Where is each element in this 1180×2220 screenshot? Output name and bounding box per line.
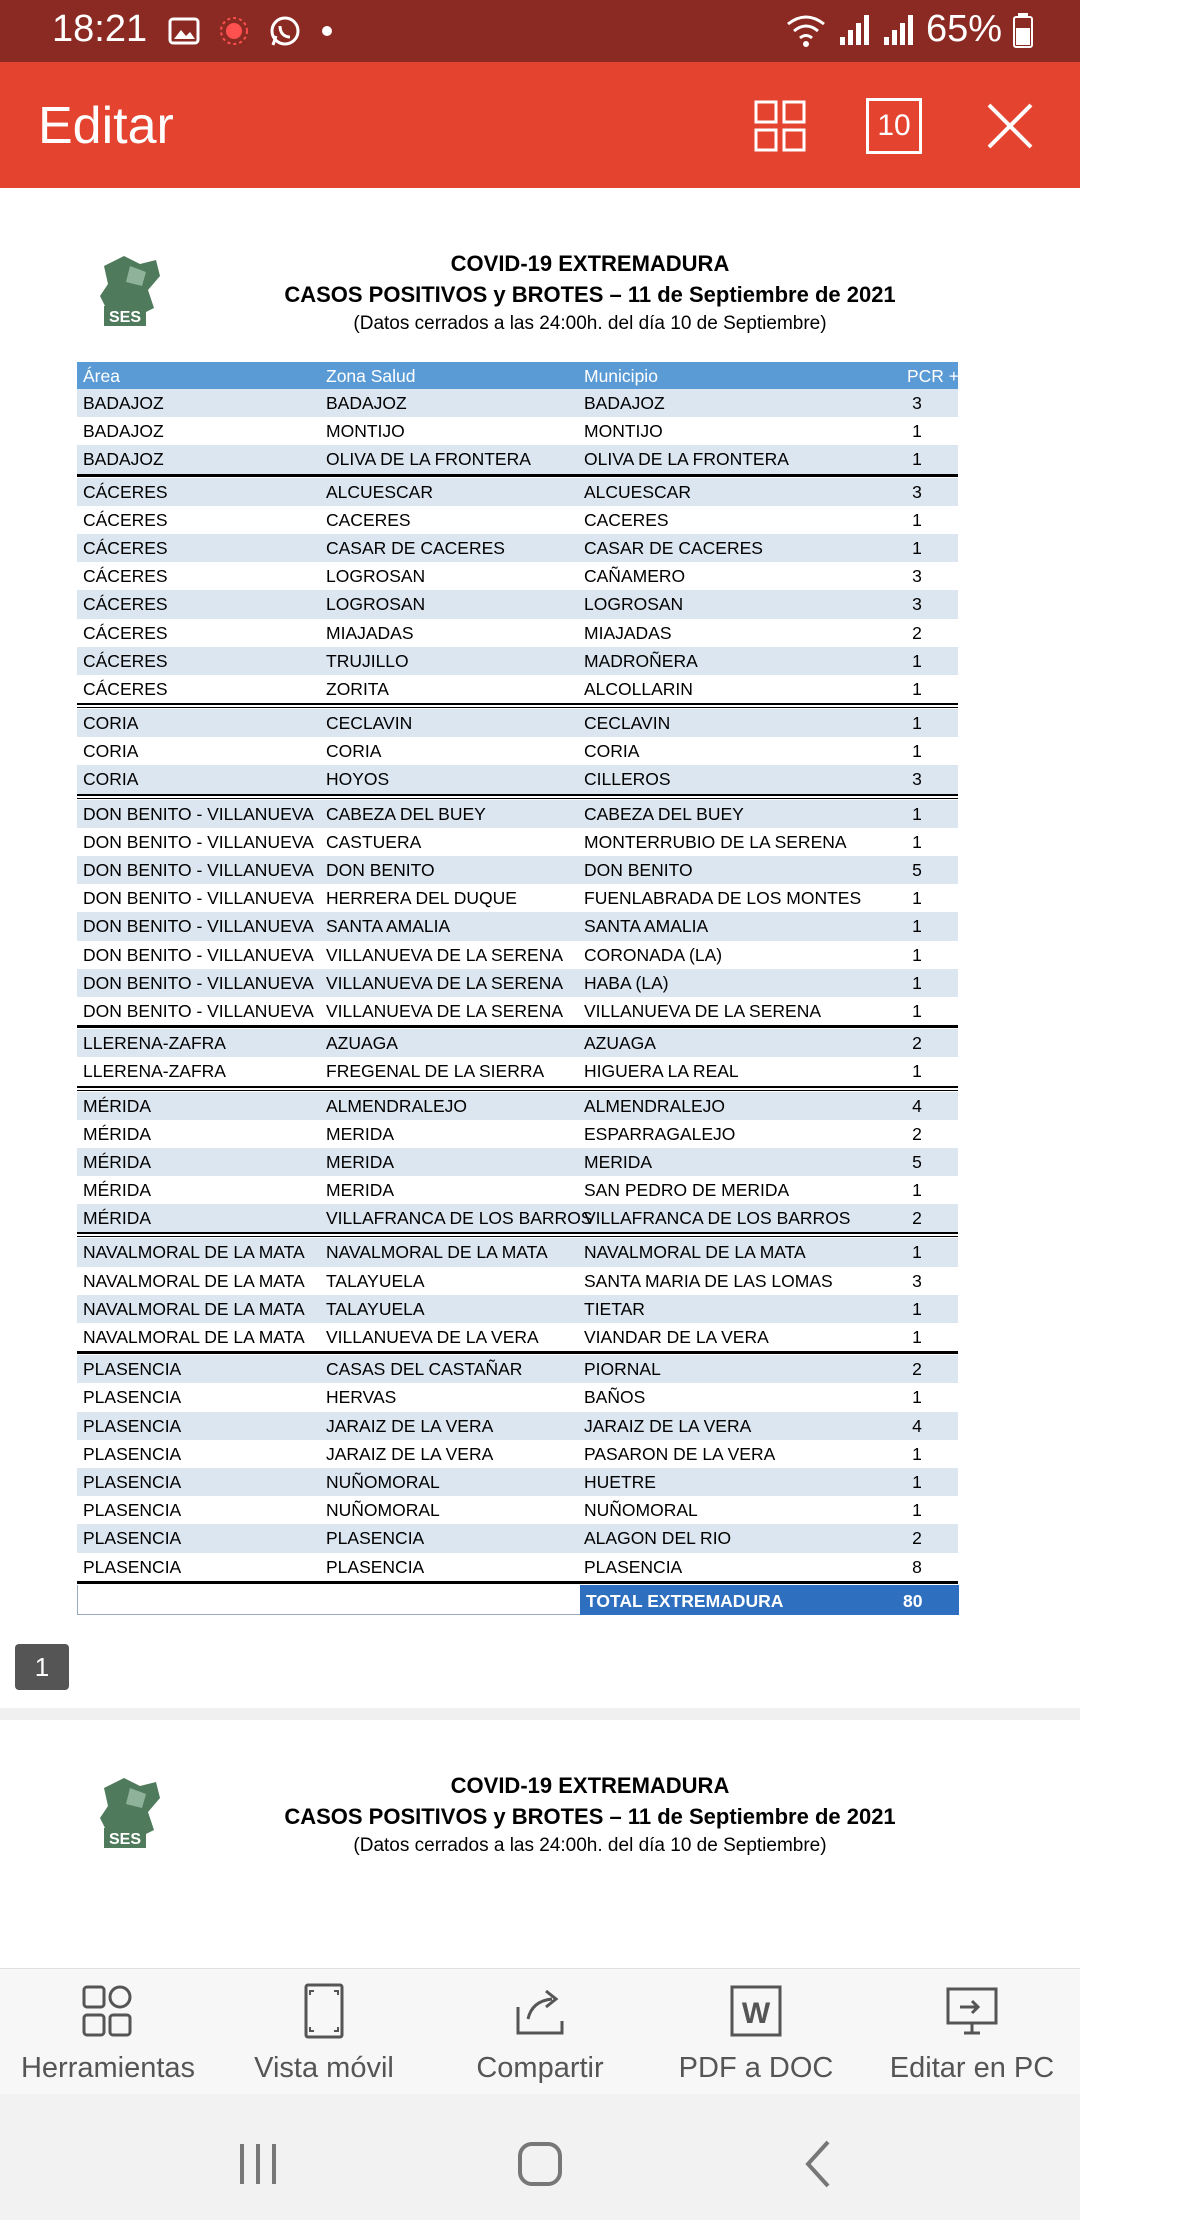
table-cell: 1 [912, 1443, 922, 1464]
table-cell: SANTA MARIA DE LAS LOMAS [584, 1270, 833, 1291]
table-row [77, 562, 958, 590]
table-cell: MONTIJO [584, 421, 663, 442]
table-row [77, 1440, 958, 1468]
table-cell: TRUJILLO [326, 650, 409, 671]
page-number-badge: 1 [15, 1644, 69, 1690]
table-cell: CECLAVIN [326, 713, 413, 734]
table-cell: ESPARRAGALEJO [584, 1123, 736, 1144]
table-cell: HERRERA DEL DUQUE [326, 888, 517, 909]
table-row [77, 1029, 958, 1057]
table-row [77, 1176, 958, 1204]
table-cell: PLASENCIA [83, 1387, 182, 1408]
tools-button[interactable] [0, 1983, 216, 2093]
table-cell: 1 [912, 678, 922, 699]
table-cell: FREGENAL DE LA SIERRA [326, 1061, 545, 1082]
table-cell: 1 [912, 1471, 922, 1492]
table-cell: CORONADA (LA) [584, 944, 723, 965]
table-cell: NAVALMORAL DE LA MATA [83, 1270, 305, 1291]
table-cell: AZUAGA [584, 1033, 656, 1054]
table-cell: BAÑOS [584, 1387, 646, 1408]
table-cell: PLASENCIA [584, 1556, 683, 1577]
table-row [77, 647, 958, 675]
table-cell: CABEZA DEL BUEY [584, 803, 744, 824]
monitor-icon [944, 1983, 1000, 2039]
table-cell: CÁCERES [83, 594, 168, 615]
table-row [77, 1383, 958, 1411]
cases-table [77, 362, 958, 1615]
table-cell: 1 [912, 1298, 922, 1319]
table-cell: DON BENITO - VILLANUEVA [83, 888, 314, 909]
header-note: (Datos cerrados a las 24:00h. del día 10 de Septiembre) [353, 1835, 827, 1856]
table-cell: DON BENITO - VILLANUEVA [83, 831, 314, 852]
table-cell: LLERENA-ZAFRA [83, 1033, 226, 1054]
battery-percent: 65% [925, 8, 1002, 50]
table-cell: 2 [912, 622, 922, 643]
table-cell: ALCUESCAR [584, 481, 691, 502]
table-cell: ALMENDRALEJO [584, 1095, 726, 1116]
table-cell: TALAYUELA [326, 1270, 425, 1291]
table-cell: MÉRIDA [83, 1151, 152, 1172]
total-value: 80 [903, 1590, 923, 1611]
table-row [77, 1295, 958, 1323]
table-cell: 1 [912, 1500, 922, 1521]
table-header-row [77, 362, 958, 389]
table-row [77, 534, 958, 562]
table-cell: MÉRIDA [83, 1180, 152, 1201]
table-cell: CACERES [584, 509, 669, 530]
table-cell: NAVALMORAL DE LA MATA [83, 1298, 305, 1319]
table-cell: TIETAR [584, 1298, 645, 1319]
table-row [77, 1524, 958, 1552]
recording-icon [218, 15, 250, 47]
table-cell: CASAR DE CACERES [584, 537, 763, 558]
table-cell: PLASENCIA [83, 1415, 182, 1436]
table-cell: NUÑOMORAL [326, 1471, 440, 1492]
table-cell: ALMENDRALEJO [326, 1095, 468, 1116]
table-cell: 1 [912, 1242, 922, 1263]
table-cell: 1 [912, 509, 922, 530]
table-cell: PLASENCIA [326, 1556, 425, 1577]
table-cell: 1 [912, 1387, 922, 1408]
table-cell: CECLAVIN [584, 713, 671, 734]
table-row [77, 969, 958, 997]
table-cell: CÁCERES [83, 481, 168, 502]
table-row [77, 997, 958, 1025]
table-cell: CILLEROS [584, 769, 671, 790]
table-cell: PASARON DE LA VERA [584, 1443, 776, 1464]
close-icon [985, 101, 1035, 151]
table-row [77, 709, 958, 737]
mobile-view-icon [296, 1983, 352, 2039]
table-cell: 8 [912, 1556, 922, 1577]
tool-label: PDF a DOC [678, 2052, 834, 2084]
table-cell: MÉRIDA [83, 1208, 152, 1229]
table-cell: LLERENA-ZAFRA [83, 1061, 226, 1082]
total-label: TOTAL EXTREMADURA [586, 1590, 784, 1611]
table-cell: SANTA AMALIA [326, 916, 451, 937]
table-cell: 1 [912, 1327, 922, 1347]
table-cell: PLASENCIA [326, 1528, 425, 1549]
table-cell: MIAJADAS [326, 622, 414, 643]
app-bar [0, 62, 1080, 188]
table-cell: CAÑAMERO [584, 566, 686, 587]
table-cell: OLIVA DE LA FRONTERA [584, 449, 789, 470]
table-cell: 2 [912, 1359, 922, 1380]
table-row [77, 912, 958, 940]
home-icon[interactable] [510, 2134, 570, 2194]
tool-label: Vista móvil [254, 2052, 394, 2084]
table-cell: MERIDA [326, 1151, 395, 1172]
table-cell: 1 [912, 888, 922, 909]
table-cell: CORIA [83, 769, 139, 790]
page-count: 10 [877, 109, 911, 142]
tool-label: Compartir [476, 2052, 604, 2084]
table-cell: OLIVA DE LA FRONTERA [326, 449, 531, 470]
table-cell: VILLANUEVA DE LA SERENA [326, 1000, 564, 1021]
table-cell: CASTUERA [326, 831, 422, 852]
wifi-icon [784, 12, 828, 48]
table-cell: 5 [912, 1151, 922, 1172]
table-cell: 1 [912, 803, 922, 824]
header-note: (Datos cerrados a las 24:00h. del día 10 de Septiembre) [353, 313, 827, 334]
table-cell: MERIDA [584, 1151, 653, 1172]
table-cell: TALAYUELA [326, 1298, 425, 1319]
table-cell: VIANDAR DE LA VERA [584, 1327, 769, 1347]
share-button[interactable] [432, 1983, 648, 2093]
table-cell: VILLANUEVA DE LA VERA [326, 1327, 539, 1347]
header-subtitle: CASOS POSITIVOS y BROTES – 11 de Septiembre de 2021 [284, 282, 896, 307]
table-cell: 1 [912, 421, 922, 442]
table-cell: 1 [912, 650, 922, 671]
table-cell: CÁCERES [83, 566, 168, 587]
table-row [77, 856, 958, 884]
mobile-view-button[interactable] [216, 1983, 432, 2093]
table-cell: MONTERRUBIO DE LA SERENA [584, 831, 847, 852]
table-cell: BADAJOZ [83, 421, 164, 442]
table-row [77, 417, 958, 445]
table-cell: CORIA [83, 713, 139, 734]
table-cell: DON BENITO - VILLANUEVA [83, 860, 314, 880]
column-header: PCR + [907, 366, 960, 386]
table-row [77, 737, 958, 765]
status-bar [0, 0, 1080, 62]
document-viewer[interactable] [0, 188, 1080, 1968]
table-cell: JARAIZ DE LA VERA [584, 1415, 752, 1436]
table-cell: DON BENITO - VILLANUEVA [83, 944, 314, 965]
table-row [77, 1238, 958, 1266]
table-cell: 1 [912, 916, 922, 937]
table-cell: 1 [912, 713, 922, 734]
table-cell: 3 [912, 594, 922, 615]
thumbnail-grid-button[interactable] [752, 98, 808, 154]
table-row [77, 590, 958, 618]
page-header [0, 1770, 1180, 1860]
table-row [77, 941, 958, 969]
table-cell: AZUAGA [326, 1033, 398, 1054]
pdf-page-1[interactable] [0, 188, 1080, 1708]
table-cell: DON BENITO - VILLANUEVA [83, 972, 314, 993]
page-header [0, 248, 1180, 338]
table-cell: 3 [912, 481, 922, 502]
table-cell: CORIA [584, 741, 640, 762]
table-row [77, 389, 958, 417]
table-row [77, 1468, 958, 1496]
table-cell: SAN PEDRO DE MERIDA [584, 1180, 790, 1201]
table-row [77, 675, 958, 703]
table-cell: MIAJADAS [584, 622, 672, 643]
column-header: Zona Salud [326, 366, 416, 386]
column-header: Área [83, 366, 120, 386]
table-cell: PIORNAL [584, 1359, 661, 1380]
table-row [77, 1355, 958, 1383]
table-cell: 1 [912, 1000, 922, 1021]
bottom-toolbar [0, 1968, 1080, 2094]
table-cell: CABEZA DEL BUEY [326, 803, 486, 824]
table-cell: MÉRIDA [83, 1123, 152, 1144]
table-cell: PLASENCIA [83, 1359, 182, 1380]
header-title: COVID-19 EXTREMADURA [450, 251, 730, 276]
table-row [77, 800, 958, 828]
table-cell: MÉRIDA [83, 1095, 152, 1116]
table-cell: VILLANUEVA DE LA SERENA [326, 972, 564, 993]
table-cell: LOGROSAN [326, 566, 426, 587]
table-cell: BADAJOZ [83, 393, 164, 413]
whatsapp-icon [268, 14, 302, 48]
table-cell: 3 [912, 393, 922, 413]
table-row [77, 1120, 958, 1148]
table-cell: 5 [912, 860, 922, 880]
table-cell: HIGUERA LA REAL [584, 1061, 739, 1082]
table-cell: LOGROSAN [326, 594, 426, 615]
table-row [77, 1412, 958, 1440]
table-cell: NUÑOMORAL [584, 1500, 698, 1521]
table-cell: ALCOLLARIN [584, 678, 693, 699]
table-cell: PLASENCIA [83, 1500, 182, 1521]
table-cell: NAVALMORAL DE LA MATA [83, 1242, 305, 1263]
table-cell: PLASENCIA [83, 1443, 182, 1464]
table-cell: MONTIJO [326, 421, 405, 442]
table-cell: NAVALMORAL DE LA MATA [83, 1327, 305, 1347]
table-cell: BADAJOZ [83, 449, 164, 470]
table-row [77, 1496, 958, 1524]
recent-apps-icon[interactable] [228, 2134, 288, 2194]
table-cell: JARAIZ DE LA VERA [326, 1415, 494, 1436]
table-cell: JARAIZ DE LA VERA [326, 1443, 494, 1464]
table-cell: 3 [912, 1270, 922, 1291]
table-cell: CÁCERES [83, 622, 168, 643]
table-cell: 1 [912, 537, 922, 558]
table-cell: PLASENCIA [83, 1471, 182, 1492]
table-cell: 1 [912, 1180, 922, 1201]
system-nav-bar [0, 2094, 1080, 2220]
table-cell: 3 [912, 566, 922, 587]
table-cell: 2 [912, 1528, 922, 1549]
header-title: COVID-19 EXTREMADURA [450, 1773, 730, 1798]
table-cell: DON BENITO [584, 860, 693, 880]
column-header: Municipio [584, 366, 658, 386]
table-cell: SANTA AMALIA [584, 916, 709, 937]
total-cell [580, 1585, 959, 1615]
table-row [77, 445, 958, 473]
table-cell: BADAJOZ [584, 393, 665, 413]
total-row [77, 1585, 958, 1615]
table-cell: DON BENITO - VILLANUEVA [83, 1000, 314, 1021]
table-cell: MERIDA [326, 1180, 395, 1201]
page-title: Editar [38, 97, 174, 155]
table-cell: 1 [912, 831, 922, 852]
table-cell: 4 [912, 1415, 922, 1436]
table-cell: CÁCERES [83, 509, 168, 530]
table-row [77, 1204, 958, 1232]
table-cell: 1 [912, 1061, 922, 1082]
table-cell: 2 [912, 1033, 922, 1054]
table-row [77, 1148, 958, 1176]
table-row [77, 828, 958, 856]
table-cell: VILLAFRANCA DE LOS BARROS [326, 1208, 593, 1229]
table-cell: 4 [912, 1095, 922, 1116]
dot-icon [320, 24, 334, 38]
table-cell: DON BENITO [326, 860, 435, 880]
table-cell: DON BENITO - VILLANUEVA [83, 916, 314, 937]
battery-icon [1012, 12, 1034, 48]
table-cell: CÁCERES [83, 537, 168, 558]
svg-text:SES: SES [108, 309, 142, 326]
tool-label: Editar en PC [889, 2052, 1055, 2084]
table-cell: VILLANUEVA DE LA SERENA [584, 1000, 822, 1021]
header-subtitle: CASOS POSITIVOS y BROTES – 11 de Septiembre de 2021 [284, 1804, 896, 1829]
table-cell: NAVALMORAL DE LA MATA [326, 1242, 548, 1263]
tools-grid-icon [80, 1983, 136, 2039]
table-cell: CACERES [326, 509, 411, 530]
status-time: 18:21 [52, 8, 148, 50]
table-row [77, 884, 958, 912]
table-cell: ZORITA [326, 678, 389, 699]
table-cell: VILLANUEVA DE LA SERENA [326, 944, 564, 965]
table-cell: MERIDA [326, 1123, 395, 1144]
back-icon[interactable] [790, 2134, 850, 2194]
table-cell: PLASENCIA [83, 1528, 182, 1549]
table-cell: HOYOS [326, 769, 390, 790]
page-count-button[interactable] [866, 98, 922, 154]
word-doc-icon [728, 1983, 784, 2039]
table-cell: 1 [912, 741, 922, 762]
table-cell: LOGROSAN [584, 594, 684, 615]
gallery-icon [168, 16, 200, 46]
table-row [77, 765, 958, 793]
table-row [77, 1092, 958, 1120]
table-cell: 1 [912, 944, 922, 965]
table-cell: CORIA [326, 741, 382, 762]
table-cell: BADAJOZ [326, 393, 407, 413]
table-cell: CÁCERES [83, 678, 168, 699]
table-cell: NAVALMORAL DE LA MATA [584, 1242, 806, 1263]
share-icon [512, 1983, 568, 2039]
table-row [77, 1057, 958, 1085]
tool-label: Herramientas [20, 2052, 196, 2084]
pdf-to-doc-button[interactable] [648, 1983, 864, 2093]
table-row [77, 1323, 958, 1351]
table-row [77, 1267, 958, 1295]
table-row [77, 619, 958, 647]
table-cell: DON BENITO - VILLANUEVA [83, 803, 314, 824]
table-cell: NUÑOMORAL [326, 1500, 440, 1521]
table-cell: 1 [912, 972, 922, 993]
table-cell: 1 [912, 449, 922, 470]
signal-icon [838, 13, 872, 47]
table-cell: PLASENCIA [83, 1556, 182, 1577]
grid-icon [754, 100, 806, 152]
table-cell: CASAR DE CACERES [326, 537, 505, 558]
table-cell: CASAS DEL CASTAÑAR [326, 1359, 523, 1380]
edit-on-pc-button[interactable] [864, 1983, 1080, 2093]
table-row [77, 478, 958, 506]
table-cell: MADROÑERA [584, 650, 698, 671]
svg-text:W: W [741, 1997, 771, 2030]
table-cell: HERVAS [326, 1387, 397, 1408]
table-cell: CÁCERES [83, 650, 168, 671]
table-cell: FUENLABRADA DE LOS MONTES [584, 888, 862, 909]
table-cell: ALAGON DEL RIO [584, 1528, 732, 1549]
table-cell: HUETRE [584, 1471, 656, 1492]
table-cell: VILLAFRANCA DE LOS BARROS [584, 1208, 851, 1229]
table-cell: 2 [912, 1123, 922, 1144]
table-row [77, 1553, 958, 1581]
table-cell: 2 [912, 1208, 922, 1229]
signal-icon-2 [882, 13, 916, 47]
svg-text:SES: SES [108, 1831, 142, 1848]
table-cell: 3 [912, 769, 922, 790]
table-row [77, 506, 958, 534]
close-button[interactable] [982, 98, 1038, 154]
table-cell: CORIA [83, 741, 139, 762]
table-cell: ALCUESCAR [326, 481, 433, 502]
table-cell: HABA (LA) [584, 972, 669, 993]
